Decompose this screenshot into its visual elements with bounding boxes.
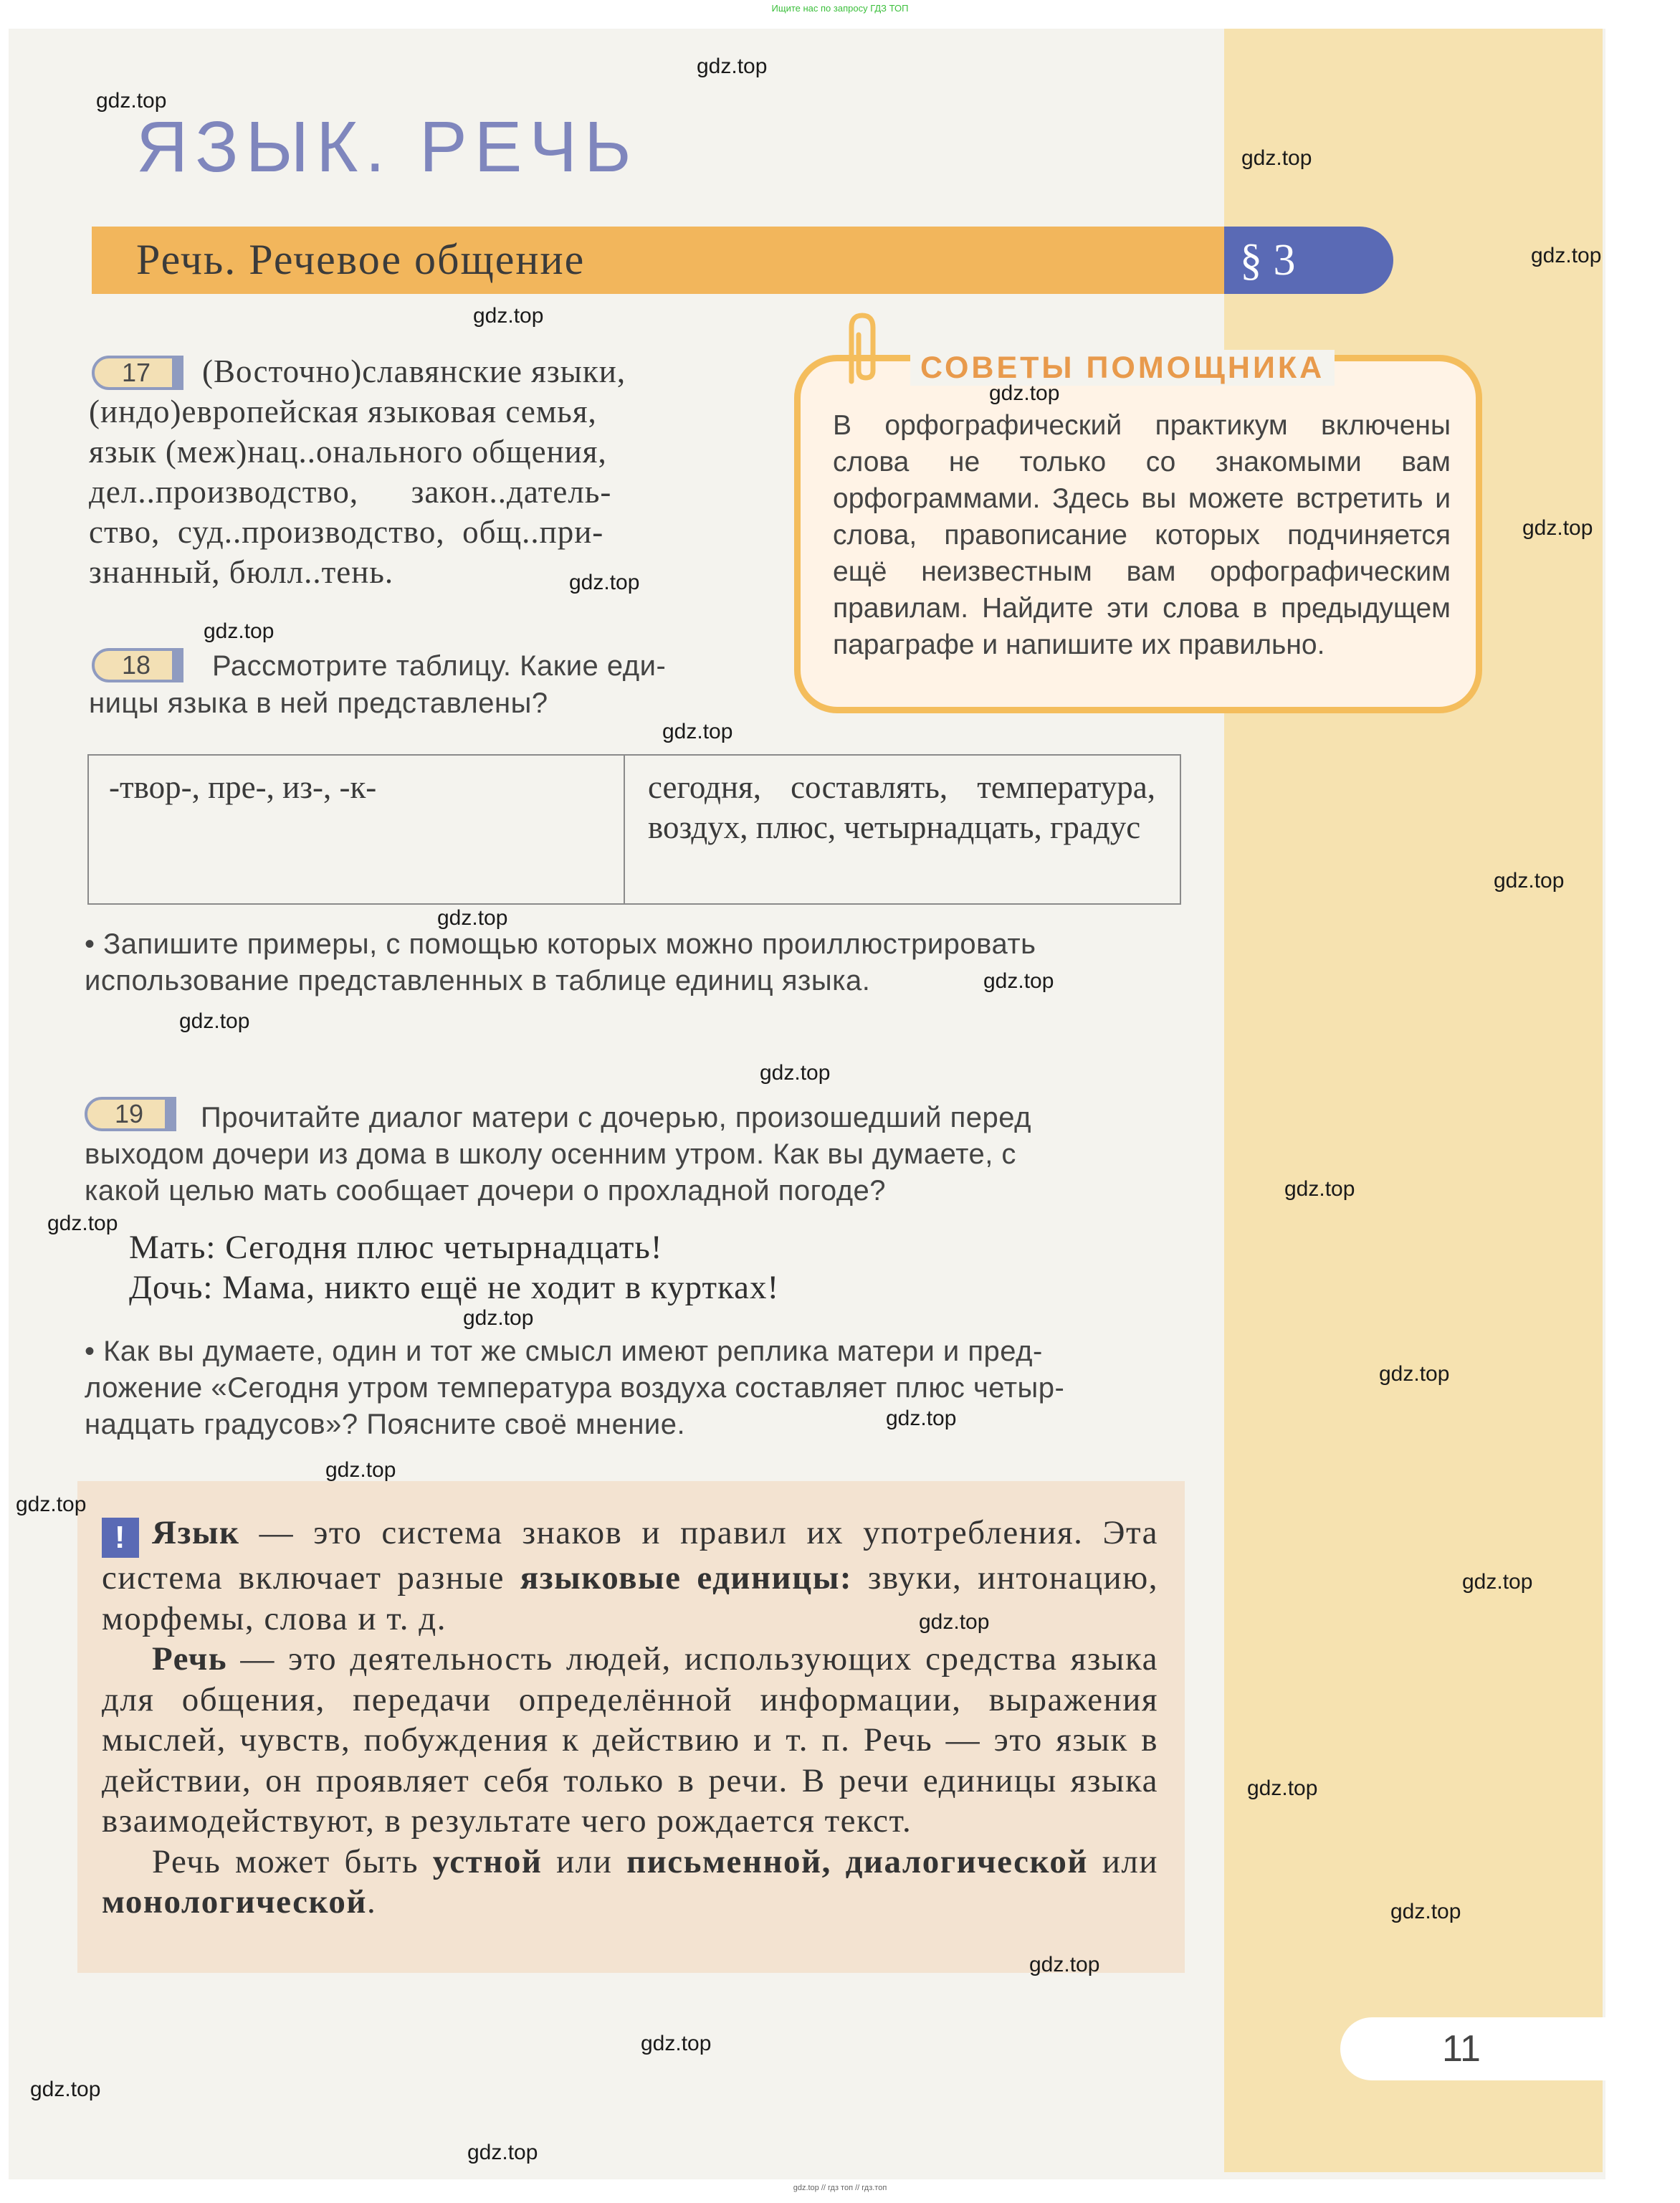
- watermark: gdz.top: [641, 2032, 712, 2055]
- rule-text-part: или: [1088, 1842, 1158, 1880]
- exercise-17-line: дел..производство, закон..датель-: [89, 474, 612, 510]
- exercise-19-line: Прочитайте диалог матери с дочерью, произошедший перед: [201, 1102, 1031, 1133]
- exercise-18-line: Рассмотрите таблицу. Какие еди-: [212, 650, 667, 682]
- watermark: gdz.top: [983, 969, 1054, 993]
- watermark: gdz.top: [919, 1610, 990, 1634]
- watermark: gdz.top: [463, 1306, 534, 1330]
- watermark: gdz.top: [47, 1212, 118, 1235]
- paperclip-icon: [837, 310, 887, 389]
- watermark: gdz.top: [1531, 244, 1602, 267]
- watermark: gdz.top: [1029, 1953, 1100, 1976]
- advice-title: СОВЕТЫ ПОМОЩНИКА: [910, 350, 1335, 386]
- rule-text-part: звуки, интонацию, морфемы, слова и т. д.: [102, 1559, 1159, 1637]
- exclamation-icon: !: [102, 1518, 139, 1558]
- exercise-19-task: надцать градусов»? Поясните своё мнение.: [85, 1409, 686, 1440]
- watermark: gdz.top: [1241, 146, 1312, 170]
- section-title: ЯЗЫК. РЕЧЬ: [136, 107, 639, 187]
- watermark: gdz.top: [467, 2141, 538, 2164]
- exercise-19-task: ложение «Сегодня утром температура воздуха составляет плюс четыр-: [85, 1372, 1065, 1404]
- watermark: gdz.top: [473, 304, 544, 328]
- exercise-18-task: использование представленных в таблице единиц языка.: [85, 965, 871, 996]
- exercise-18-line: ницы языка в ней представлены?: [89, 687, 548, 719]
- top-note: Ищите нас по запросу ГДЗ ТОП: [771, 3, 909, 14]
- rule-text-part: или: [542, 1842, 627, 1880]
- term-monologic: монологической: [102, 1883, 367, 1921]
- exercise-17-line: ство, суд..производство, общ..при-: [89, 514, 604, 550]
- exercise-17-line: язык (меж)нац..онального общения,: [89, 434, 607, 470]
- watermark: gdz.top: [1390, 1900, 1461, 1923]
- watermark: gdz.top: [325, 1458, 396, 1482]
- term-oral: устной: [432, 1842, 543, 1880]
- watermark: gdz.top: [1247, 1776, 1318, 1800]
- watermark: gdz.top: [437, 906, 508, 930]
- watermark: gdz.top: [30, 2078, 101, 2101]
- watermark: gdz.top: [662, 720, 733, 743]
- watermark: gdz.top: [886, 1407, 957, 1430]
- watermark: gdz.top: [1462, 1570, 1533, 1594]
- advice-text: В орфографический практикум включены слова не только со знакомыми вам орфограммами. Здесь вы можете встретить и слова, правописание которых подчиняется ещё неизвестным вам орфографическим правилам. Найдите эти слова в предыдущем параграфе и напишите их правильно.: [833, 410, 1451, 660]
- watermark: gdz.top: [569, 571, 640, 594]
- watermark: gdz.top: [1379, 1362, 1450, 1386]
- dialog-line-mother: Мать: Сегодня плюс четырнадцать!: [129, 1229, 663, 1266]
- exercise-17-line: (Восточно)славянские языки,: [202, 353, 626, 389]
- watermark: gdz.top: [697, 54, 768, 78]
- exercise-17-line: (индо)европейская языковая семья,: [89, 394, 597, 429]
- rule-text-part: Речь может быть: [152, 1842, 433, 1880]
- watermark: gdz.top: [96, 89, 167, 113]
- table-divider: [624, 754, 625, 905]
- term-language-units: языковые единицы:: [520, 1559, 853, 1597]
- watermark: gdz.top: [16, 1493, 87, 1516]
- watermark: gdz.top: [1522, 516, 1593, 540]
- exercise-19-line: какой целью мать сообщает дочери о прохладной погоде?: [85, 1175, 887, 1207]
- watermark: gdz.top: [204, 619, 275, 643]
- table-cell-morphemes: -твор-, пре-, из-, -к-: [109, 769, 377, 805]
- exercise-19-task: • Как вы думаете, один и тот же смысл имеют реплика матери и пред-: [85, 1336, 1043, 1367]
- term-written-dialogic: письменной, диалогической: [626, 1842, 1089, 1880]
- watermark: gdz.top: [989, 381, 1060, 405]
- exercise-17-number: 17: [92, 356, 183, 390]
- rule-text-part: — это деятельность людей, использующих средства языка для общения, передачи определённой информации, выражения мыслей, чувств, побуждения к действию и т. п. Речь — это язык в действии, он проявляет себя только в речи. В речи единицы языка взаимодействуют, в результате чего рождается текст.: [102, 1640, 1158, 1840]
- exercise-19-number: 19: [85, 1097, 176, 1131]
- exercise-18-task: • Запишите примеры, с помощью которых можно проиллюстрировать: [85, 928, 1036, 960]
- watermark: gdz.top: [1284, 1177, 1355, 1201]
- exercise-17-line: знанный, бюлл..тень.: [89, 554, 394, 590]
- watermark: gdz.top: [760, 1061, 831, 1085]
- term-speech: Речь: [152, 1640, 228, 1678]
- lesson-title: Речь. Речевое общение: [136, 236, 586, 283]
- watermark: gdz.top: [1494, 869, 1565, 893]
- paragraph-number: § 3: [1224, 227, 1393, 294]
- exercise-18-number: 18: [92, 648, 183, 682]
- exercise-19-line: выходом дочери из дома в школу осенним утром. Как вы думаете, с: [85, 1138, 1016, 1170]
- rule-text: [102, 1513, 1158, 1923]
- term-language: Язык: [152, 1514, 240, 1551]
- watermark: gdz.top: [179, 1009, 250, 1033]
- bottom-note: gdz.top // гдз топ // гдз.топ: [793, 2184, 887, 2192]
- dialog-line-daughter: Дочь: Мама, никто ещё не ходит в куртках!: [129, 1269, 780, 1306]
- page-number: 11: [1442, 2028, 1481, 2070]
- rule-text-part: .: [367, 1883, 377, 1921]
- rule-text-part: — это система знаков и правил их употребления. Эта система включает разные: [102, 1514, 1158, 1597]
- table-cell-words: сегодня, составлять, температура, воздух, плюс, четырнадцать, градус: [648, 769, 1155, 845]
